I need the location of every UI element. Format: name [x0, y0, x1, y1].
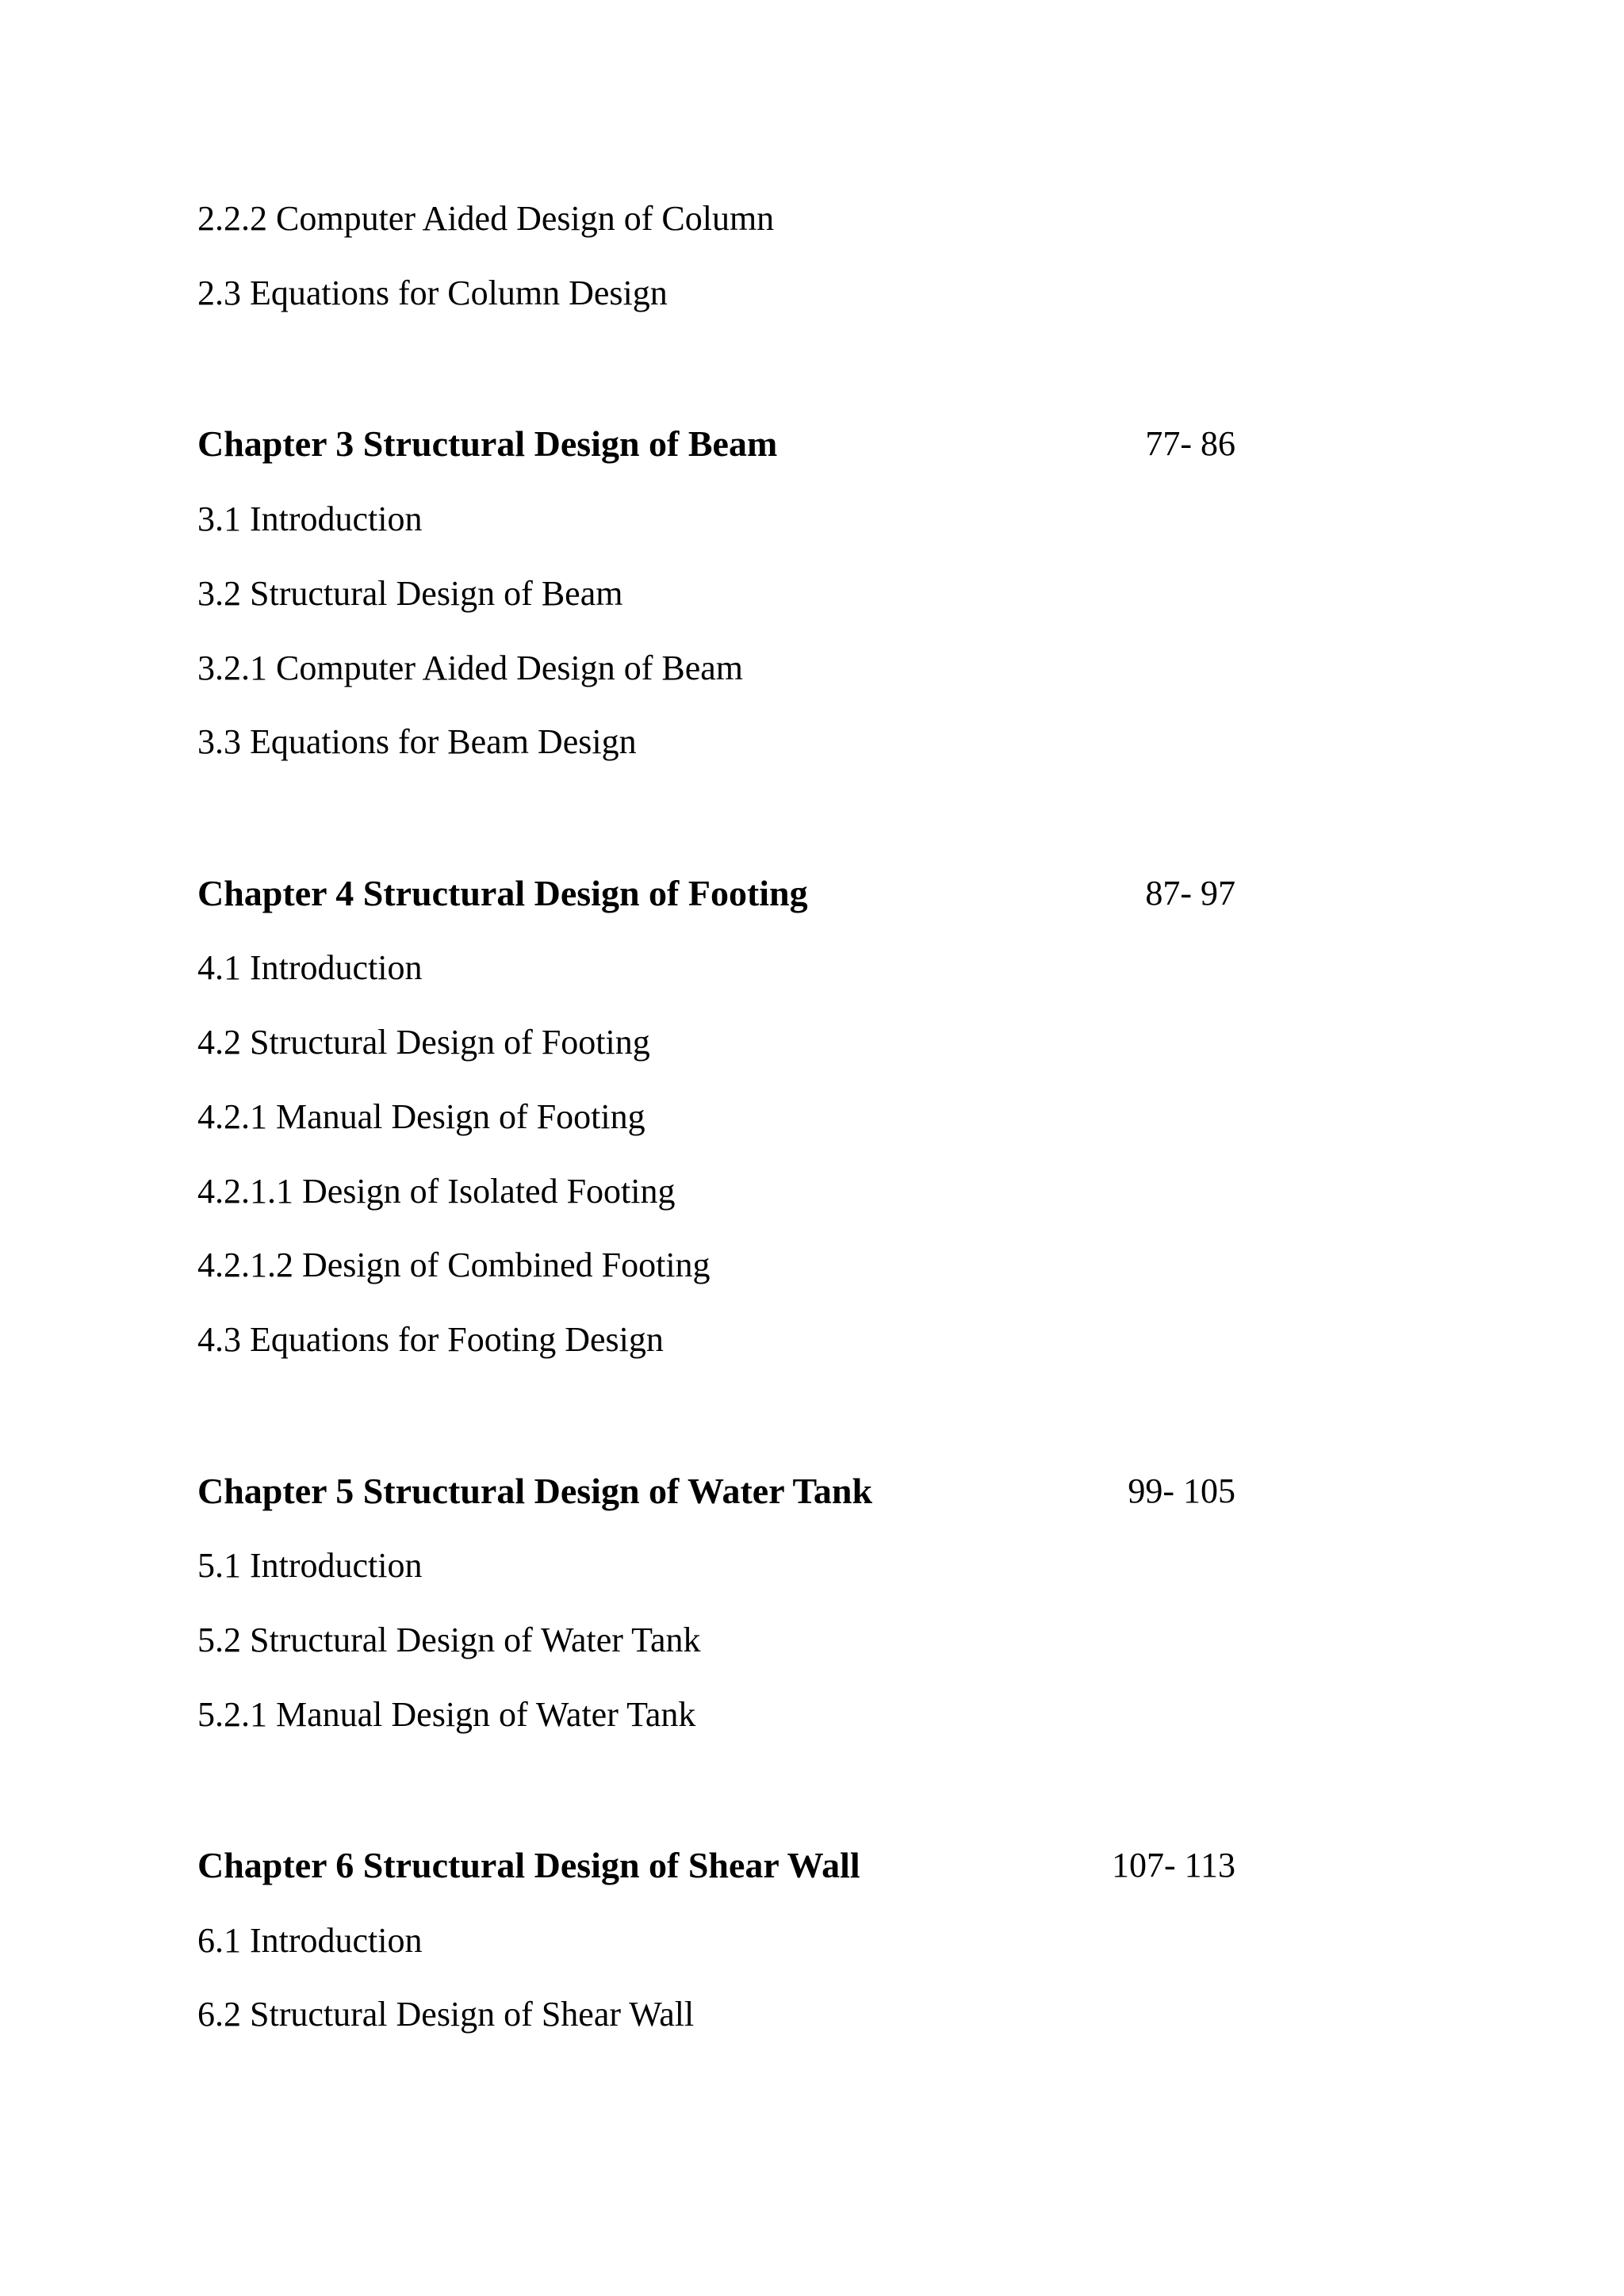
toc-entry: 4.2.1.1 Design of Isolated Footing [197, 1172, 676, 1211]
chapter-title: Chapter 6 Structural Design of Shear Wall [197, 1845, 860, 1885]
toc-entry: 5.2.1 Manual Design of Water Tank [197, 1695, 696, 1734]
toc-entry: 3.1 Introduction [197, 499, 423, 538]
toc-entry: 3.3 Equations for Beam Design [197, 722, 637, 761]
chapter-heading [197, 1469, 1431, 1513]
chapter-title: Chapter 3 Structural Design of Beam [197, 423, 778, 464]
toc-entry: 3.2.1 Computer Aided Design of Beam [197, 649, 744, 687]
toc-entry: 2.3 Equations for Column Design [197, 274, 668, 312]
toc-entry: 5.2 Structural Design of Water Tank [197, 1621, 701, 1659]
toc-entry: 6.1 Introduction [197, 1921, 423, 1960]
toc-entry: 5.1 Introduction [197, 1546, 423, 1585]
toc-entry: 2.2.2 Computer Aided Design of Column [197, 199, 775, 238]
chapter-title: Chapter 4 Structural Design of Footing [197, 873, 808, 913]
toc-entry: 4.3 Equations for Footing Design [197, 1320, 664, 1359]
chapter-page-range: 77- 86 [1145, 424, 1235, 463]
toc-entry: 4.2.1.2 Design of Combined Footing [197, 1246, 710, 1284]
chapter-heading [197, 422, 1431, 466]
chapter-heading [197, 1843, 1431, 1888]
chapter-heading [197, 871, 1431, 916]
toc-entry: 4.1 Introduction [197, 948, 423, 987]
chapter-page-range: 99- 105 [1128, 1471, 1235, 1510]
toc-entry: 4.2 Structural Design of Footing [197, 1023, 650, 1062]
toc-entry: 3.2 Structural Design of Beam [197, 574, 623, 613]
toc-entry: 6.2 Structural Design of Shear Wall [197, 1995, 695, 2034]
toc-entry: 4.2.1 Manual Design of Footing [197, 1097, 645, 1136]
chapter-page-range: 87- 97 [1145, 874, 1235, 913]
chapter-page-range: 107- 113 [1111, 1846, 1235, 1885]
chapter-title: Chapter 5 Structural Design of Water Tank [197, 1471, 873, 1511]
